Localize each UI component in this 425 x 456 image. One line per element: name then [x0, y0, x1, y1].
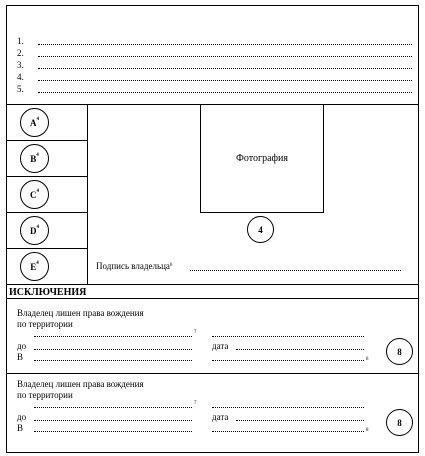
category-b-circle: B $^4$ [20, 144, 49, 173]
exclusion-1-date-label: дата [212, 341, 229, 351]
exclusion-1-reference-circle: 8 [386, 338, 413, 365]
dotted-line-1[interactable] [38, 44, 412, 45]
category-e-circle: E $^4$ [20, 252, 49, 281]
exclusion-2-date-line[interactable] [236, 420, 364, 421]
exclusion-1-footnote-7: 7 [194, 330, 197, 335]
category-cell-e [6, 249, 87, 284]
line-number-2: 2. [17, 48, 24, 58]
exclusion-2-in-label: В [17, 423, 24, 433]
line-number-1: 1. [17, 36, 24, 46]
exclusion-1-in-line[interactable] [34, 360, 192, 361]
exclusions-divider [6, 284, 419, 285]
exclusions-heading: ИСКЛЮЧЕНИЯ [9, 287, 87, 298]
photo-label: Фотография [236, 153, 288, 164]
dotted-line-3[interactable] [38, 68, 412, 69]
exclusion-2-territory-line-right[interactable] [212, 407, 364, 408]
exclusion-2-date-label: дата [212, 412, 229, 422]
exclusion-2-footnote-7: 7 [194, 401, 197, 406]
exclusion-1-footnote-8: 8 [366, 357, 369, 362]
exclusion-2-in-line-right[interactable] [212, 431, 364, 432]
exclusions-heading-underline [6, 298, 419, 299]
exclusion-block-divider [6, 373, 419, 374]
exclusion-1-until-label: до [17, 341, 27, 351]
exclusion-1-in-line-right[interactable] [212, 360, 364, 361]
line-number-3: 3. [17, 60, 24, 70]
exclusion-1-line1: Владелец лишен права вождения [17, 308, 144, 318]
exclusion-1-line2: по территории [17, 319, 73, 329]
line-number-4: 4. [17, 72, 24, 82]
exclusion-2-until-label: до [17, 412, 27, 422]
photo-reference-circle: 4 [247, 216, 274, 243]
category-c-circle: C $^4$ [20, 180, 49, 209]
signature-line[interactable] [190, 270, 401, 271]
dotted-line-4[interactable] [38, 80, 412, 81]
exclusion-2-reference-circle: 8 [386, 409, 413, 436]
exclusion-2-line1: Владелец лишен права вождения [17, 379, 144, 389]
exclusion-1-date-line[interactable] [236, 349, 364, 350]
exclusion-1-in-label: В [17, 352, 24, 362]
category-cell-d [6, 213, 87, 249]
dotted-line-5[interactable] [38, 92, 412, 93]
exclusion-1-until-line[interactable] [34, 349, 192, 350]
line-number-5: 5. [17, 84, 24, 94]
exclusion-2-footnote-8: 8 [366, 428, 369, 433]
dotted-line-2[interactable] [38, 56, 412, 57]
category-column-border [87, 104, 88, 284]
category-cell-b [6, 141, 87, 177]
exclusion-2-until-line[interactable] [34, 420, 192, 421]
category-d-circle: D $^4$ [20, 216, 49, 245]
signature-label: Подпись владельца$^6$ [96, 261, 173, 271]
category-cell-a [6, 104, 87, 141]
exclusion-1-territory-line[interactable] [34, 336, 192, 337]
photo-box[interactable] [200, 104, 324, 213]
exclusion-2-line2: по территории [17, 390, 73, 400]
exclusion-2-in-line[interactable] [34, 431, 192, 432]
exclusion-1-territory-line-right[interactable] [212, 336, 364, 337]
category-cell-c [6, 177, 87, 213]
exclusion-2-territory-line[interactable] [34, 407, 192, 408]
category-a-circle: A $^4$ [20, 108, 49, 137]
